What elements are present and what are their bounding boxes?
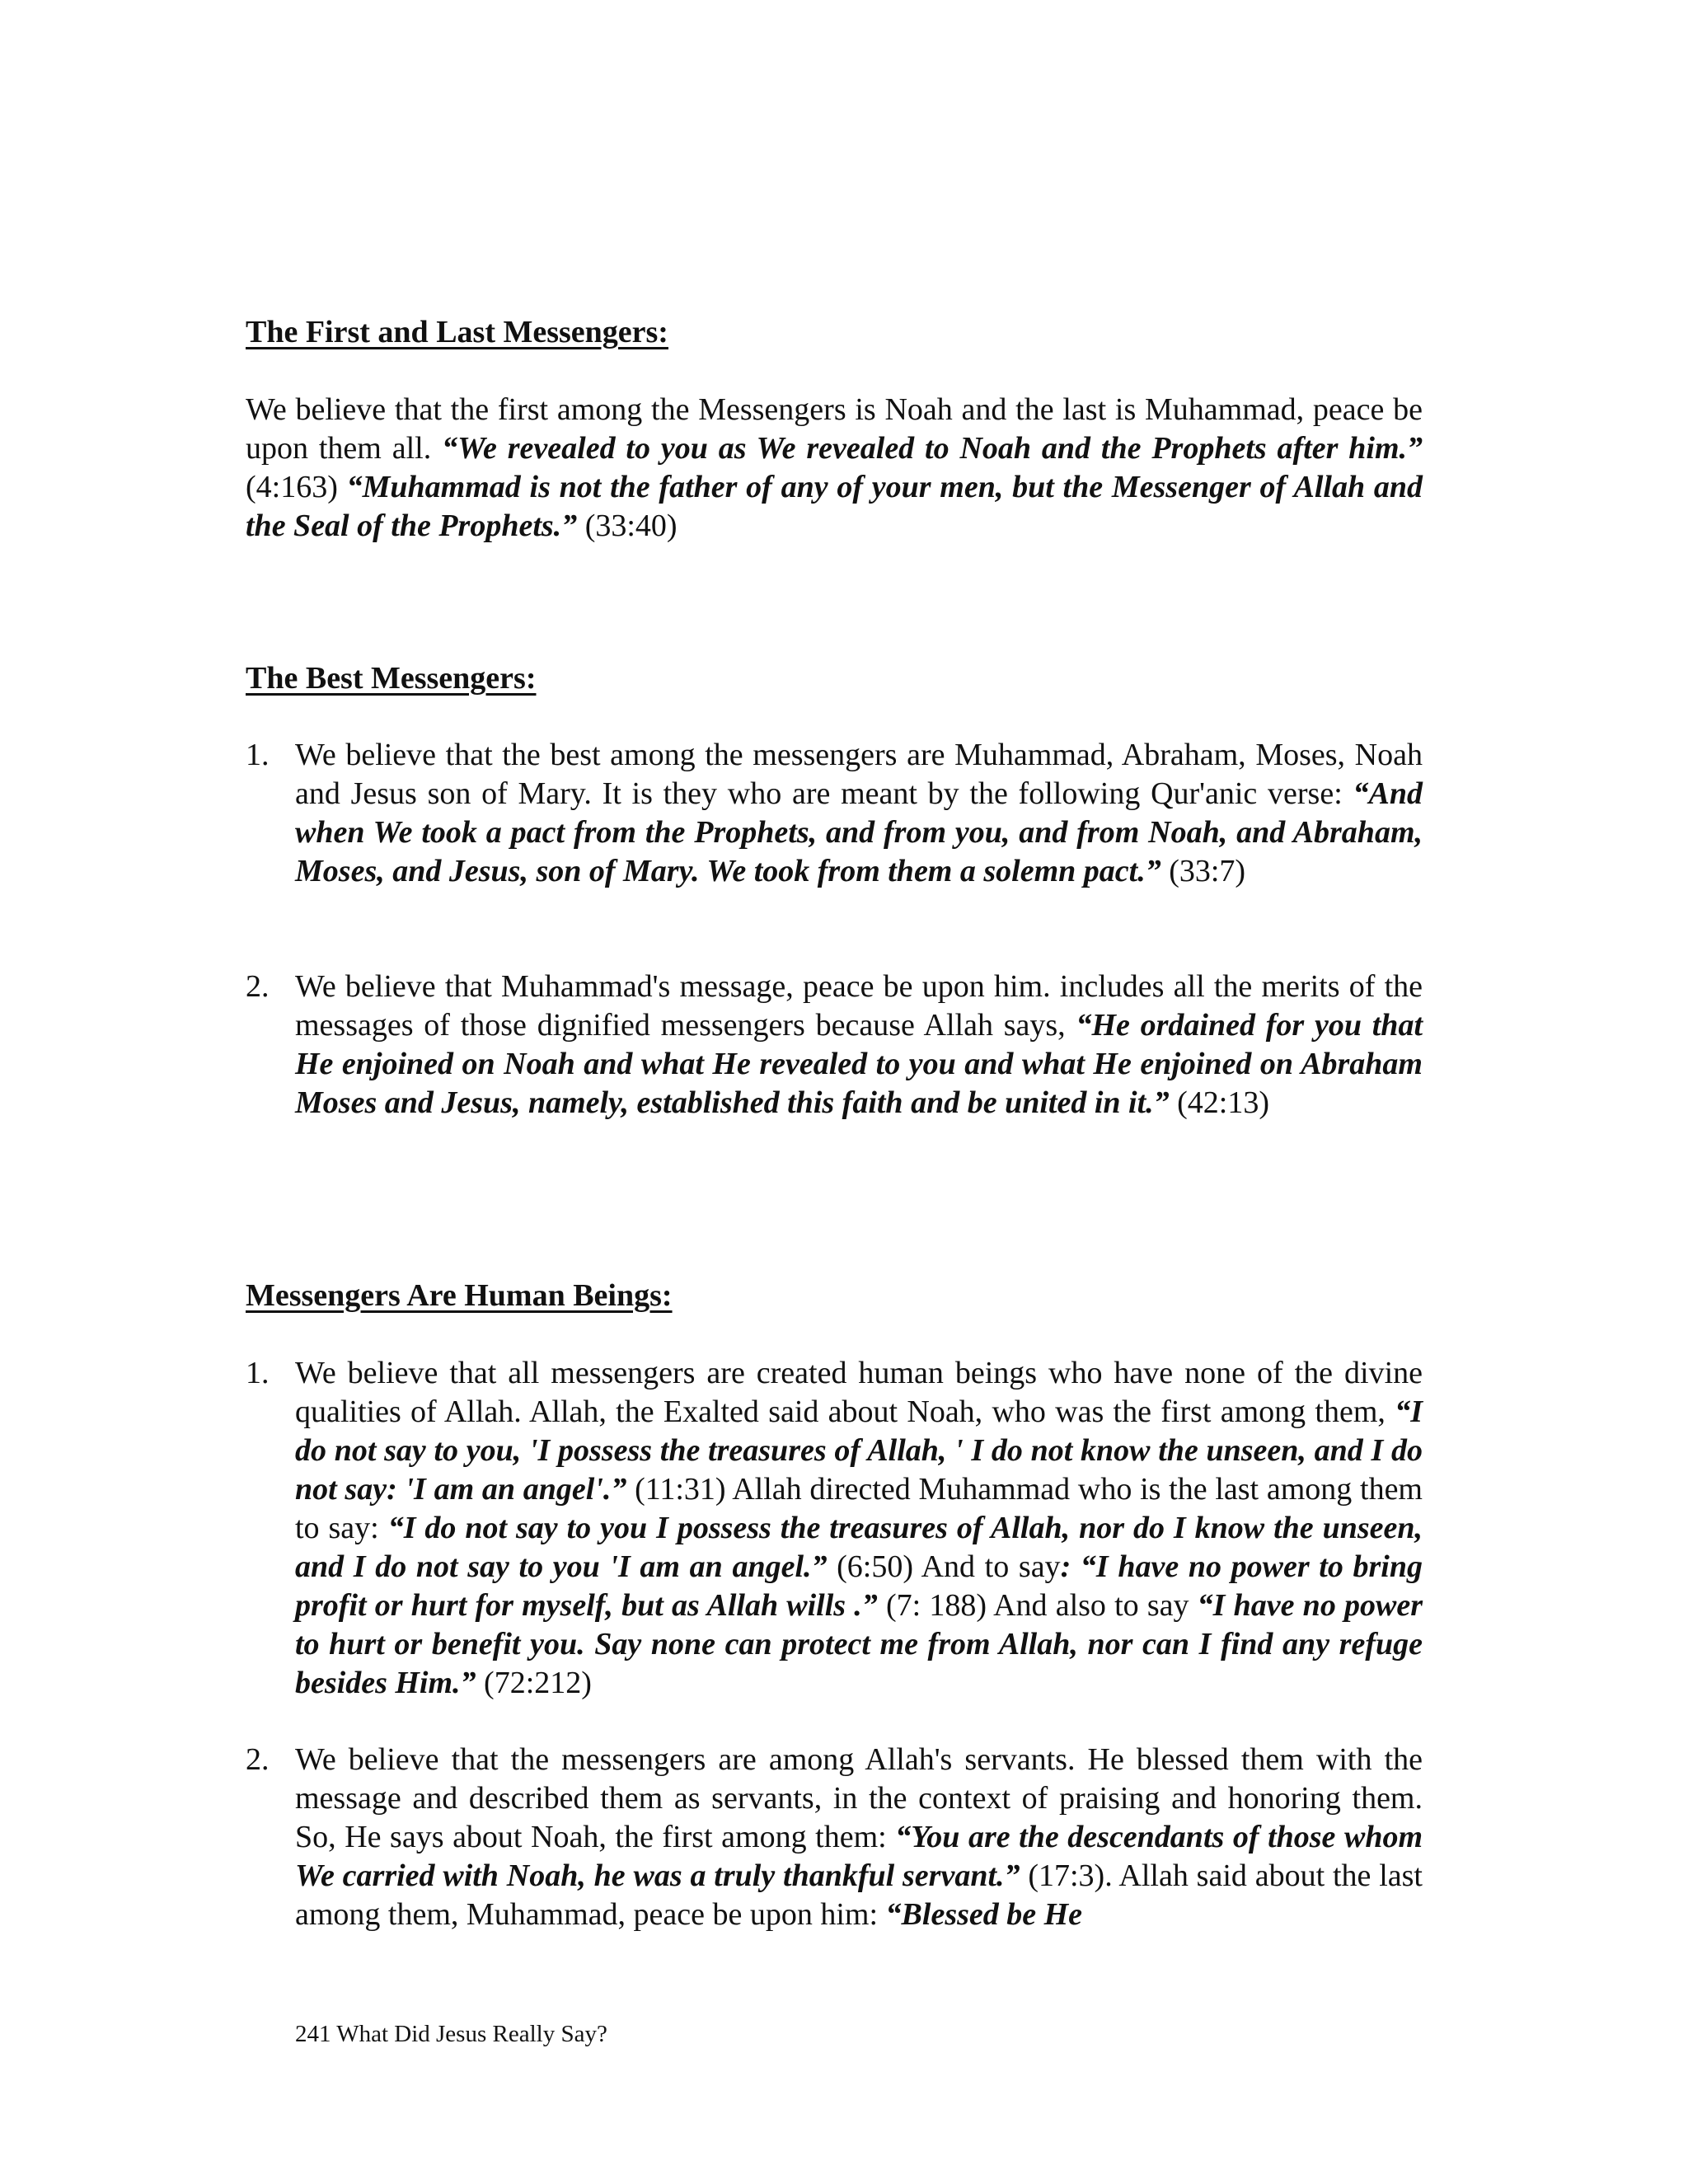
section-heading-messengers-human-beings: Messengers Are Human Beings: <box>246 1278 673 1313</box>
list-item <box>246 968 1423 1122</box>
list-item <box>246 736 1423 891</box>
body-text: (6:50) And to say <box>827 1549 1061 1584</box>
list-item-text <box>295 1354 1423 1703</box>
list-item <box>246 1741 1423 1934</box>
verse-reference: (33:7) <box>1160 854 1246 888</box>
verse-reference: (33:40) <box>577 509 678 543</box>
quran-quote: “We revealed to you as We revealed to Noah and the Prophets after him.” <box>442 431 1423 466</box>
verse-reference: (4:163) <box>246 470 347 504</box>
verse-reference: (72:212) <box>476 1666 592 1700</box>
quran-quote: “I do not say to you, 'I possess the treasures of Allah, ' I do not know the unseen, and I do not say: 'I am an angel'.” <box>295 1394 1423 1507</box>
body-text: (7: 188) And also to say <box>877 1588 1198 1623</box>
quran-quote: “I have no power to hurt or benefit you. Say none can protect me from Allah, nor can I find any refuge besides Him.” <box>295 1588 1423 1700</box>
verse-reference: (42:13) <box>1169 1085 1269 1120</box>
quran-quote: “I do not say to you I possess the treasures of Allah, nor do I know the unseen, and I do not say to you 'I am an angel.” <box>295 1511 1423 1584</box>
list-item <box>246 1354 1423 1703</box>
quran-quote: “Blessed be He <box>885 1897 1083 1932</box>
list-item-text <box>295 1741 1423 1934</box>
list-number: 2. <box>246 1742 270 1777</box>
body-text: We believe that the first among the Messengers is Noah and the last is Muhammad, peace be upon them all. <box>246 392 1423 466</box>
list-number: 2. <box>246 969 270 1004</box>
section-heading-best-messengers: The Best Messengers: <box>246 661 537 696</box>
list-item-text <box>295 736 1423 891</box>
body-text: (17:3). Allah said about the last among them, Muhammad, peace be upon him: <box>295 1858 1423 1932</box>
list-number: 1. <box>246 738 270 772</box>
paragraph-first-last-messengers <box>246 391 1423 546</box>
quran-quote: “Muhammad is not the father of any of your men, but the Messenger of Allah and the Seal of the Prophets.” <box>246 470 1423 543</box>
quran-quote: “And when We took a pact from the Prophets, and from you, and from Noah, and Abraham, Moses, and Jesus, son of Mary. We took from them a solemn pact.” <box>295 776 1423 888</box>
quran-quote: “You are the descendants of those whom We carried with Noah, he was a truly thankful servant.” <box>295 1820 1423 1893</box>
quran-quote: “He ordained for you that He enjoined on Noah and what He revealed to you and what He enjoined on Abraham Moses and Jesus, namely, established this faith and be united in it.” <box>295 1008 1423 1120</box>
page-footer: 241 What Did Jesus Really Say? <box>295 2021 607 2047</box>
section-heading-first-last-messengers: The First and Last Messengers: <box>246 315 668 349</box>
quran-quote: : “I have no power to bring profit or hurt for myself, but as Allah wills .” <box>295 1549 1423 1623</box>
body-text: We believe that the messengers are among Allah's servants. He blessed them with the message and described them as servants, in the context of praising and honoring them. So, He says about Noah, the first among them: <box>295 1742 1423 1854</box>
body-text: We believe that all messengers are created human beings who have none of the divine qualities of Allah. Allah, the Exalted said about Noah, who was the first among them, <box>295 1356 1423 1429</box>
list-item-text <box>295 968 1423 1122</box>
body-text: We believe that Muhammad's message, peace be upon him. includes all the merits of the messages of those dignified messengers because Allah says, <box>295 969 1423 1043</box>
body-text: We believe that the best among the messengers are Muhammad, Abraham, Moses, Noah and Jesus son of Mary. It is they who are meant by the following Qur'anic verse: <box>295 738 1423 811</box>
list-number: 1. <box>246 1356 270 1390</box>
body-text: (11:31) Allah directed Muhammad who is the last among them to say: <box>295 1472 1423 1545</box>
